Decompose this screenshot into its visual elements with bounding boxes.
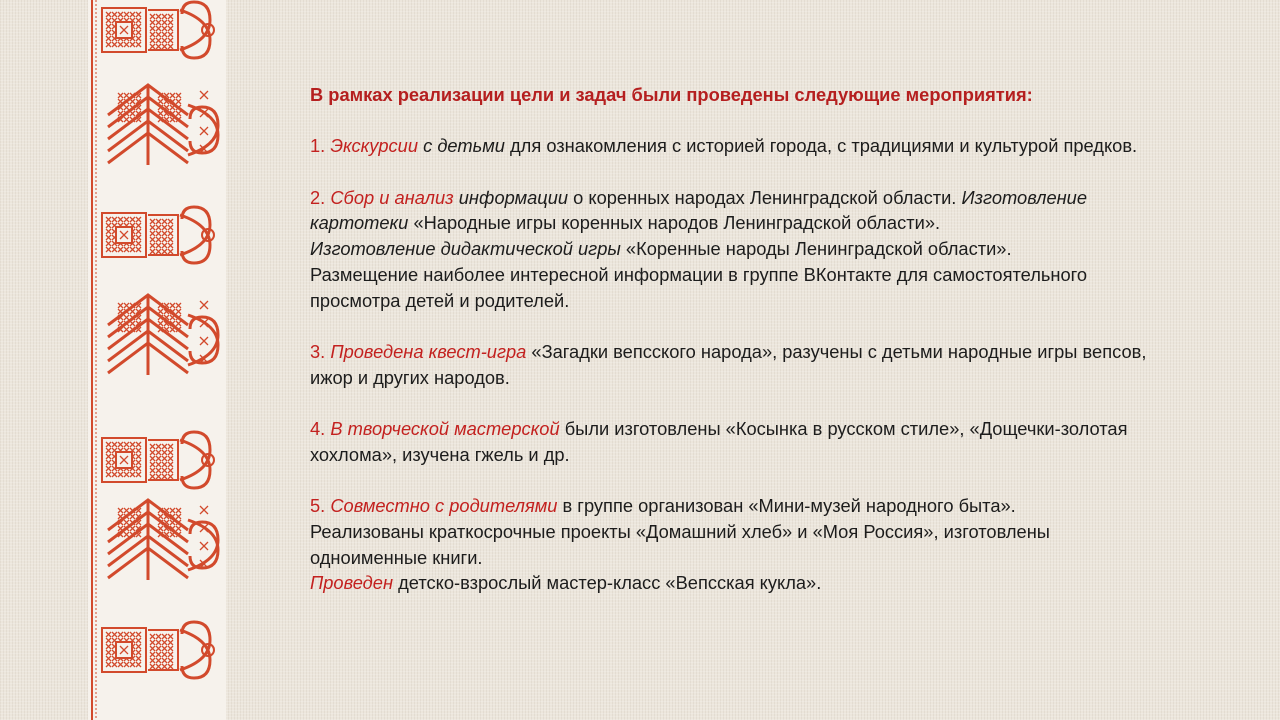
- item-text: «Загадки вепсского народа», разучены с детьми народные игры вепсов, ижор и других народов.: [310, 340, 1147, 388]
- item-number: 4.: [310, 418, 326, 440]
- list-item-3: [310, 339, 1150, 390]
- list-item-5: [310, 493, 1150, 596]
- item-5-line-3: [310, 570, 1150, 596]
- item-highlight: Экскурсии: [330, 135, 419, 157]
- embroidery-pattern: [88, 0, 226, 720]
- item-text: «Коренные народы Ленинградской области».: [620, 238, 1012, 260]
- item-number: 2.: [310, 186, 326, 208]
- item-highlight: Совместно с родителями: [330, 495, 558, 517]
- item-1-line-1: [310, 133, 1150, 159]
- slide-text: [310, 82, 1150, 596]
- item-number: 3.: [310, 340, 326, 362]
- item-text: были изготовлены «Косынка в русском стиле», «Дощечки-золотая хохлома», изучена гжель и др.: [310, 418, 1128, 465]
- item-text-2: «Народные игры коренных народов Ленинградской области».: [408, 212, 941, 234]
- item-italic-2: Изготовление картотеки: [310, 186, 1088, 234]
- list-item-1: [310, 133, 1150, 159]
- item-text: в группе организован «Мини-музей народного быта».: [557, 495, 1016, 517]
- list-item-4: [310, 416, 1150, 467]
- item-4-line-1: [310, 416, 1150, 467]
- item-5-line-2: [310, 519, 1150, 570]
- item-highlight: Проведена квест-игра: [330, 340, 527, 362]
- list-item-2: [310, 185, 1150, 314]
- item-number: 1.: [310, 135, 326, 157]
- item-text: о коренных народах Ленинградской области.: [568, 186, 962, 208]
- item-text: Размещение наиболее интересной информации в группе ВКонтакте для самостоятельного просмотра детей и родителей.: [310, 263, 1088, 311]
- embroidery-border: [88, 0, 226, 720]
- item-italic: информации: [453, 186, 569, 208]
- item-highlight: Проведен: [310, 572, 394, 594]
- item-2-line-3: [310, 262, 1150, 313]
- item-number: 5.: [310, 495, 326, 517]
- item-text: Реализованы краткосрочные проекты «Домашний хлеб» и «Моя Россия», изготовлены одноименные книги.: [310, 520, 1050, 568]
- item-highlight: В творческой мастерской: [330, 418, 560, 440]
- item-3-line-1: [310, 339, 1150, 390]
- item-2-line-1: [310, 185, 1150, 236]
- slide-heading: В рамках реализации цели и задач были проведены следующие мероприятия:: [310, 84, 1033, 105]
- item-italic: Изготовление дидактической игры: [310, 238, 621, 260]
- item-text: детско-взрослый мастер-класс «Вепсская кукла».: [393, 572, 822, 594]
- item-2-line-2: [310, 236, 1150, 262]
- item-5-line-1: [310, 493, 1150, 519]
- item-text: для ознакомления с историей города, с традициями и культурой предков.: [504, 135, 1138, 157]
- item-italic: с детьми: [418, 135, 505, 157]
- item-highlight: Сбор и анализ: [330, 186, 454, 208]
